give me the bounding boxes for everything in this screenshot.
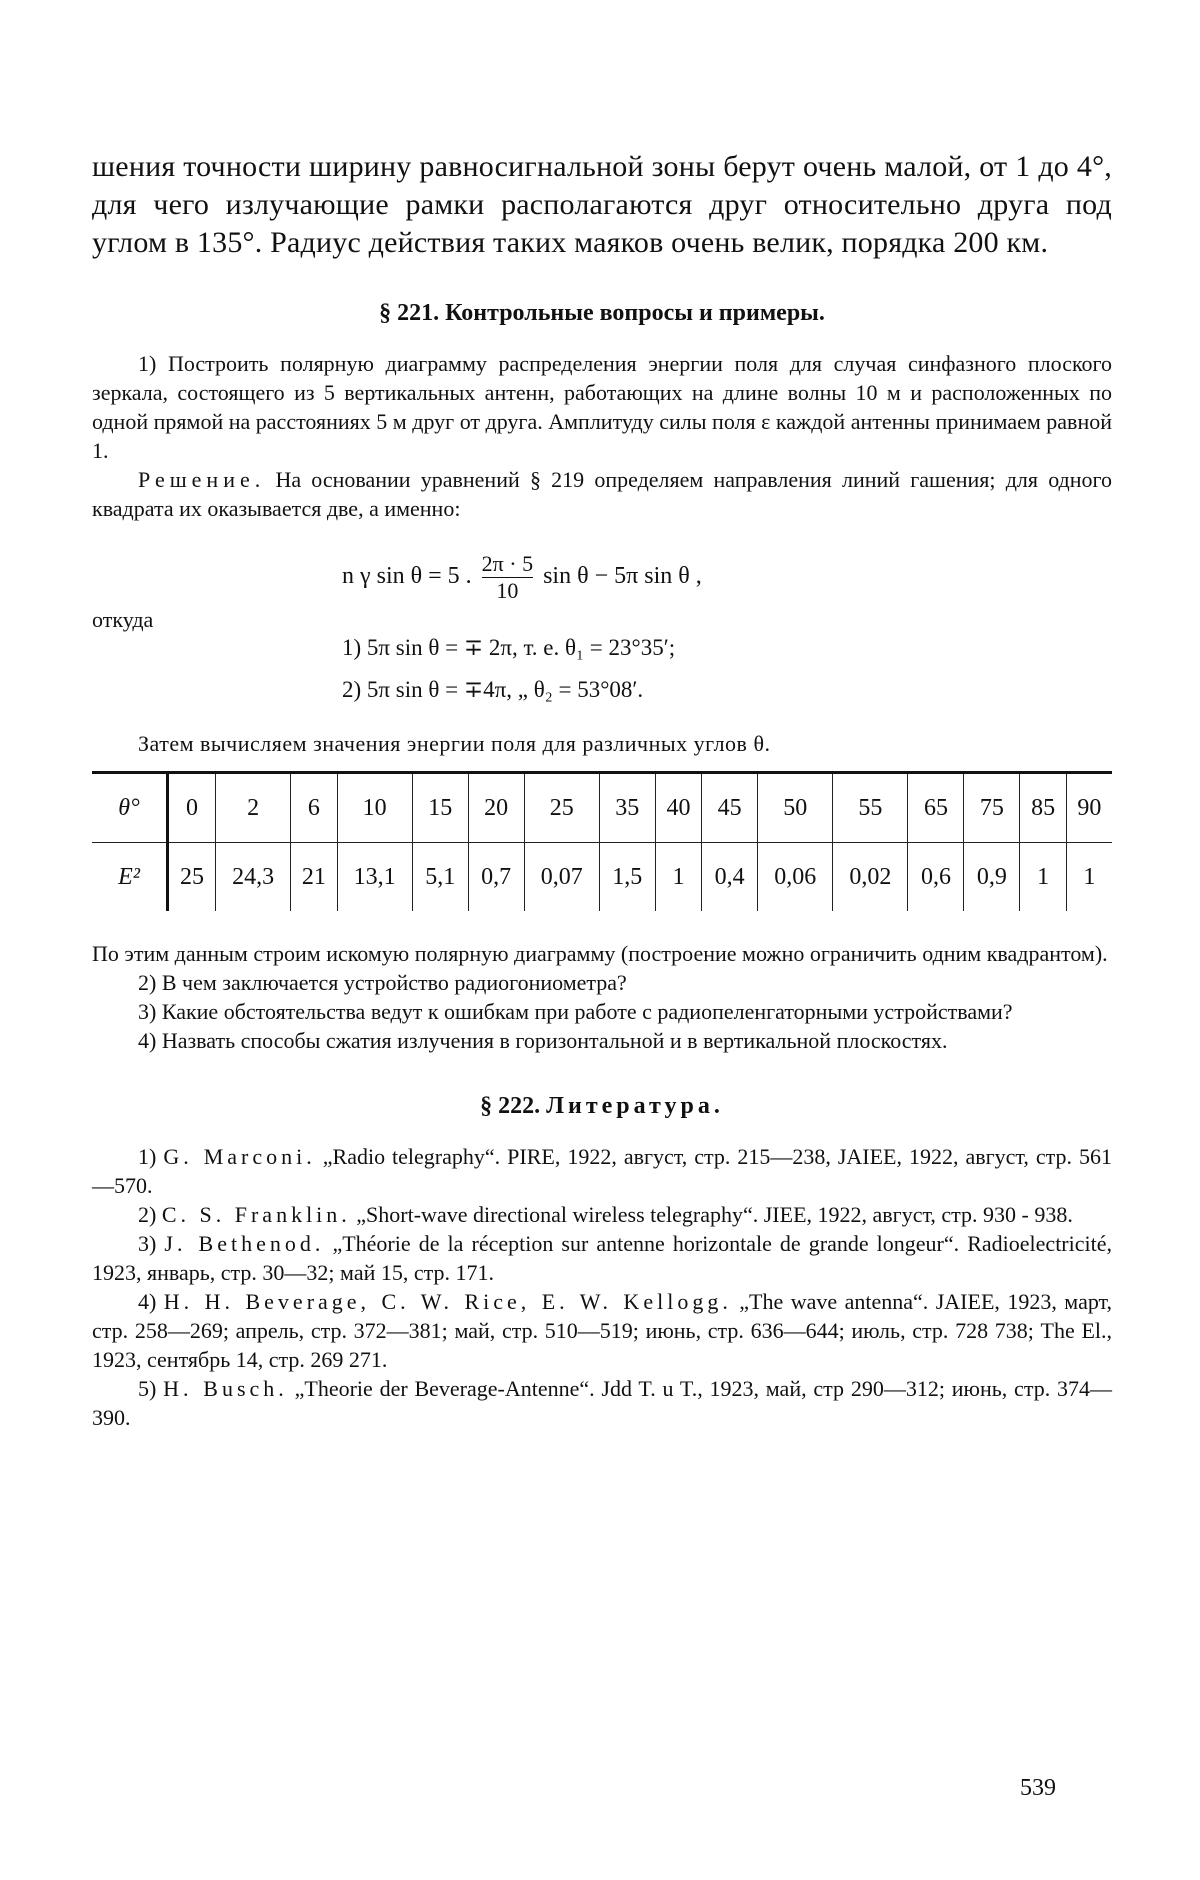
- table-row-energy: [92, 843, 1112, 912]
- reference-list: [92, 1142, 1112, 1432]
- reference-number: 3): [138, 1231, 157, 1256]
- reference-number: 2): [138, 1202, 157, 1227]
- problem-1-text: 1) Построить полярную диаграмму распределения энергии поля для случая синфазного плоского зеркала, состоящего из 5 вертикальных антенн, работающих на длине волны 10 м и расположенных по одной прямой на расстояниях 5 м друг от друга. Амплитуду силы поля ε каждой антенны принимаем равной 1.: [92, 351, 1112, 463]
- energy-cell: 0,7: [468, 843, 524, 912]
- energy-cell: 0,6: [908, 843, 964, 912]
- angle-cell: 40: [655, 773, 701, 843]
- case-1: 1) 5π sin θ = ∓ 2π, т. е. θ₁ = 23°35′;: [342, 635, 676, 660]
- angle-cell: 65: [908, 773, 964, 843]
- energy-cell: 13,1: [337, 843, 412, 912]
- energy-cell: 5,1: [412, 843, 468, 912]
- energy-table: [92, 771, 1112, 911]
- reference-author: J. Bethenod.: [164, 1231, 325, 1256]
- energy-cell: 24,3: [215, 843, 290, 912]
- reference-item: [92, 1200, 1112, 1229]
- angle-cell: 35: [599, 773, 655, 843]
- angle-cell: 2: [215, 773, 290, 843]
- angle-cell: 55: [833, 773, 908, 843]
- question-3: 3) Какие обстоятельства ведут к ошибкам при работе с радиопеленгаторными устройствами?: [138, 999, 1013, 1024]
- reference-text: „Théorie de la réception sur antenne horizontale de grande longeur“. Radioelectricité, 1923, январь, стр. 30—32; май 15, стр. 171.: [92, 1231, 1112, 1285]
- angle-cell: 75: [964, 773, 1020, 843]
- solution-paragraph: [92, 465, 1112, 523]
- energy-cell: 1: [1066, 843, 1112, 912]
- reference-item: [92, 1229, 1112, 1287]
- angle-cell: 6: [291, 773, 337, 843]
- energy-cell: 25: [168, 843, 216, 912]
- energy-cell: 0,07: [524, 843, 599, 912]
- energy-cell: 0,06: [758, 843, 833, 912]
- section-222-title: Литература.: [546, 1093, 724, 1119]
- angle-cell: 0: [168, 773, 216, 843]
- formula-cases: [92, 635, 1112, 717]
- reference-author: H. H. Beverage, C. W. Rice, E. W. Kellogg.: [163, 1289, 732, 1314]
- then-text: Затем вычисляем значения энергии поля для различных углов θ.: [138, 731, 771, 756]
- energy-cell: 0,4: [702, 843, 758, 912]
- angle-cell: 15: [412, 773, 468, 843]
- reference-item: [92, 1142, 1112, 1200]
- angle-cell: 90: [1066, 773, 1112, 843]
- otkuda-label: откуда: [92, 607, 154, 632]
- question-4: 4) Назвать способы сжатия излучения в горизонтальной и в вертикальной плоскостях.: [138, 1028, 948, 1053]
- reference-author: G. Marconi.: [163, 1144, 316, 1169]
- reference-text: „The wave antenna“. JAIEE, 1923, март, стр. 258—269; апрель, стр. 372—381; май, стр. 510—519; июнь, стр. 636—644; июль, стр. 728 738; The El., 1923, сентябрь 14, стр. 269 271.: [92, 1289, 1113, 1372]
- formula-left: n γ sin θ = 5 .: [342, 563, 472, 590]
- formula-main: [92, 533, 1112, 603]
- reference-number: 1): [138, 1144, 157, 1169]
- energy-cell: 1: [655, 843, 701, 912]
- reference-author: H. Busch.: [163, 1376, 288, 1401]
- question-2: 2) В чем заключается устройство радиогониометра?: [138, 970, 627, 995]
- solution-word: Решение.: [138, 467, 266, 492]
- reference-text: „Theorie der Beverage-Antenne“. Jdd T. u T., 1923, май, стр 290—312; июнь, стр. 374—390.: [92, 1376, 1112, 1430]
- energy-cell: 0,9: [964, 843, 1020, 912]
- angle-cell: 45: [702, 773, 758, 843]
- energy-cell: 21: [291, 843, 337, 912]
- reference-text: „Radio telegraphy“. PIRE, 1922, август, стр. 215—238, JAIEE, 1922, август, стр. 561—570.: [92, 1144, 1113, 1198]
- page-content: [92, 148, 1112, 1432]
- formula-right: sin θ − 5π sin θ ,: [543, 563, 702, 590]
- table-row-angles: [92, 773, 1112, 843]
- row-label-energy: E²: [118, 863, 140, 890]
- reference-number: 5): [138, 1376, 157, 1401]
- section-222-prefix: § 222.: [480, 1093, 541, 1119]
- solution-text: На основании уравнений § 219 определяем направления линий гашения; для одного квадрата их оказывается две, а именно:: [92, 467, 1112, 521]
- energy-cell: 1,5: [599, 843, 655, 912]
- angle-cell: 50: [758, 773, 833, 843]
- section-222-heading: [92, 1093, 1112, 1120]
- energy-cell: 1: [1020, 843, 1066, 912]
- angle-cell: 85: [1020, 773, 1066, 843]
- energy-cell: 0,02: [833, 843, 908, 912]
- reference-text: „Short-wave directional wireless telegraphy“. JIEE, 1922, август, стр. 930 - 938.: [356, 1202, 1073, 1227]
- row-label-angle: θ°: [92, 773, 168, 843]
- angle-cell: 20: [468, 773, 524, 843]
- reference-item: [92, 1287, 1112, 1374]
- after-table-text: По этим данным строим искомую полярную диаграмму (построение можно ограничить одним квадрантом).: [92, 941, 1108, 966]
- section-221-heading: § 221. Контрольные вопросы и примеры.: [379, 300, 825, 326]
- angle-cell: 25: [524, 773, 599, 843]
- angle-cell: 10: [337, 773, 412, 843]
- formula-numerator: 2π · 5: [481, 551, 534, 576]
- reference-number: 4): [138, 1289, 157, 1314]
- formula-denominator: 10: [496, 578, 519, 603]
- lead-paragraph: шения точности ширину равносигнальной зоны берут очень малой, от 1 до 4°, для чего излучающие рамки располагаются друг относительно друга под углом в 135°. Радиус действия таких маяков очень велик, порядка 200 км.: [92, 150, 1112, 259]
- page-number: 539: [1020, 1775, 1056, 1801]
- reference-author: C. S. Franklin.: [161, 1202, 351, 1227]
- case-2: 2) 5π sin θ = ∓4π, „ θ₂ = 53°08′.: [342, 677, 644, 702]
- formula-fraction: [482, 551, 533, 604]
- reference-item: [92, 1374, 1112, 1432]
